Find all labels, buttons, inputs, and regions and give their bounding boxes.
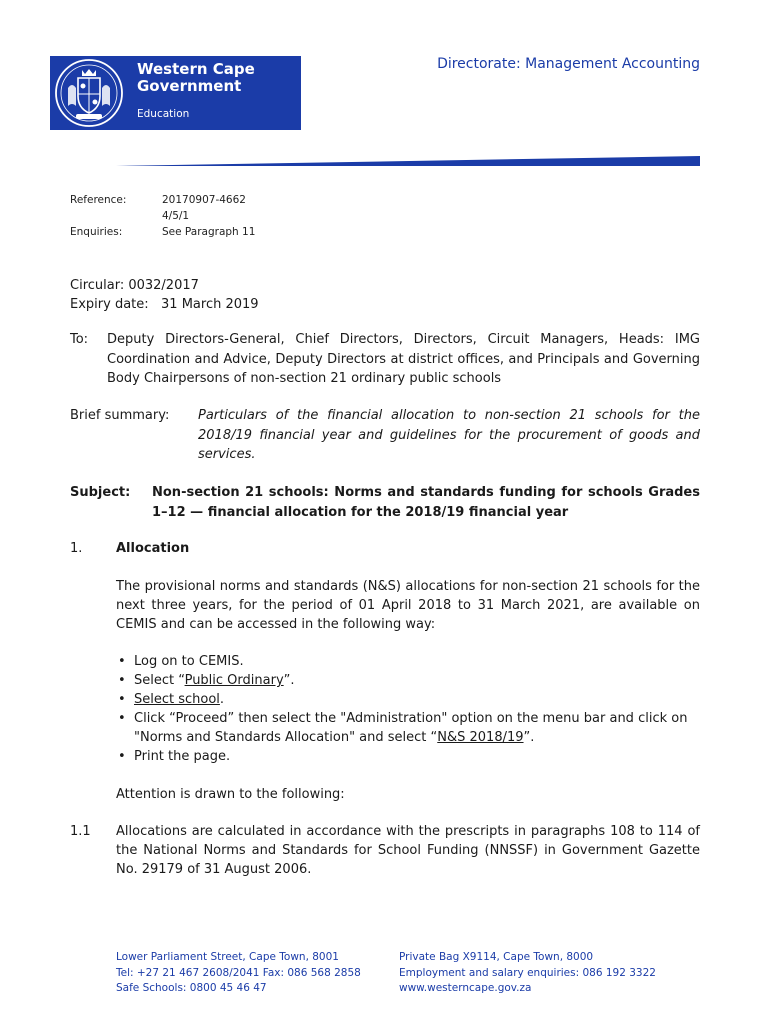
summary-text: Particulars of the financial allocation to non-section 21 schools for the 2018/19 financial year and guidelines for the procurement of goods and services.	[198, 408, 700, 462]
allocation-paragraph: The provisional norms and standards (N&S) allocations for non-section 21 schools for the next three years, for the period of 01 April 2018 to 31 March 2021, are available on CEMIS and can be accessed in the following way:	[116, 579, 700, 632]
subject-block	[70, 483, 700, 522]
list-item: • Print the page.	[118, 749, 231, 764]
logo-title	[137, 61, 255, 95]
circular-info	[70, 276, 259, 314]
reference-value: 20170907-4662	[162, 194, 246, 206]
file-number: 4/5/1	[162, 210, 190, 222]
footer-street: Lower Parliament Street, Cape Town, 8001	[116, 951, 339, 963]
summary-label: Brief summary:	[70, 408, 170, 423]
select-school-link[interactable]: Select school	[134, 692, 220, 707]
bullet-icon: •	[118, 692, 126, 707]
footer-safe-schools: Safe Schools: 0800 45 46 47	[116, 982, 267, 994]
subject-label: Subject:	[70, 485, 131, 500]
list-item: • Select school.	[118, 692, 225, 707]
footer-website-link[interactable]: www.westerncape.gov.za	[399, 982, 532, 994]
logo-department: Education	[137, 108, 190, 120]
circular-number: Circular: 0032/2017	[70, 278, 199, 293]
header-rule	[116, 155, 700, 167]
recipients-text: Deputy Directors-General, Chief Directors, Directors, Circuit Managers, Heads: IMG Coordination and Advice, Deputy Directors at district offices, and Principals and Governing Body Chairpersons of non-section 21 ordinary public schools	[107, 332, 700, 386]
subsection-paragraph: Allocations are calculated in accordance with the prescripts in paragraphs 108 to 114 of the National Norms and Standards for School Funding (NNSSF) in Government Gazette No. 29179 of 31 August 2006.	[116, 824, 700, 877]
list-item: • Select “Public Ordinary”.	[118, 673, 295, 688]
summary-block	[70, 406, 700, 465]
logo-line-2: Government	[137, 77, 242, 95]
bullet-icon: •	[118, 711, 126, 726]
wcg-logo	[50, 56, 301, 130]
bullet-icon: •	[118, 654, 126, 669]
footer-phone: Tel: +27 21 467 2608/2041 Fax: 086 568 2858	[116, 966, 361, 979]
attention-note: Attention is drawn to the following:	[116, 787, 345, 802]
enquiries-value: See Paragraph 11	[162, 226, 256, 238]
section-title: Allocation	[116, 541, 190, 556]
reference-block	[70, 192, 255, 240]
footer-address	[116, 950, 361, 997]
steps-list	[116, 652, 700, 766]
ns-2018-19-link[interactable]: N&S 2018/19	[437, 730, 524, 745]
recipients-block	[70, 330, 700, 389]
list-item: • Log on to CEMIS.	[118, 654, 244, 669]
enquiries-label: Enquiries:	[70, 226, 123, 238]
reference-label: Reference:	[70, 194, 127, 206]
footer-employment: Employment and salary enquiries: 086 192 3322	[399, 966, 656, 979]
coat-of-arms-icon	[54, 58, 124, 128]
subsection-number: 1.1	[70, 824, 91, 839]
to-label: To:	[70, 332, 89, 347]
directorate-title: Directorate: Management Accounting	[437, 56, 700, 72]
list-item: • Click “Proceed” then select the "Administration" option on the menu bar and click on "Norms and Standards Allocation" and select “N&S 2018/19”.	[118, 711, 688, 745]
expiry-date: Expiry date: 31 March 2019	[70, 297, 259, 312]
logo-line-1: Western Cape	[137, 60, 255, 78]
footer-contact	[399, 950, 656, 997]
footer-postal: Private Bag X9114, Cape Town, 8000	[399, 951, 594, 963]
bullet-icon: •	[118, 749, 126, 764]
public-ordinary-link[interactable]: Public Ordinary	[184, 673, 284, 688]
section-number: 1.	[70, 541, 83, 556]
bullet-icon: •	[118, 673, 126, 688]
subject-text: Non-section 21 schools: Norms and standards funding for schools Grades 1–12 — financial allocation for the 2018/19 financial year	[152, 485, 700, 520]
